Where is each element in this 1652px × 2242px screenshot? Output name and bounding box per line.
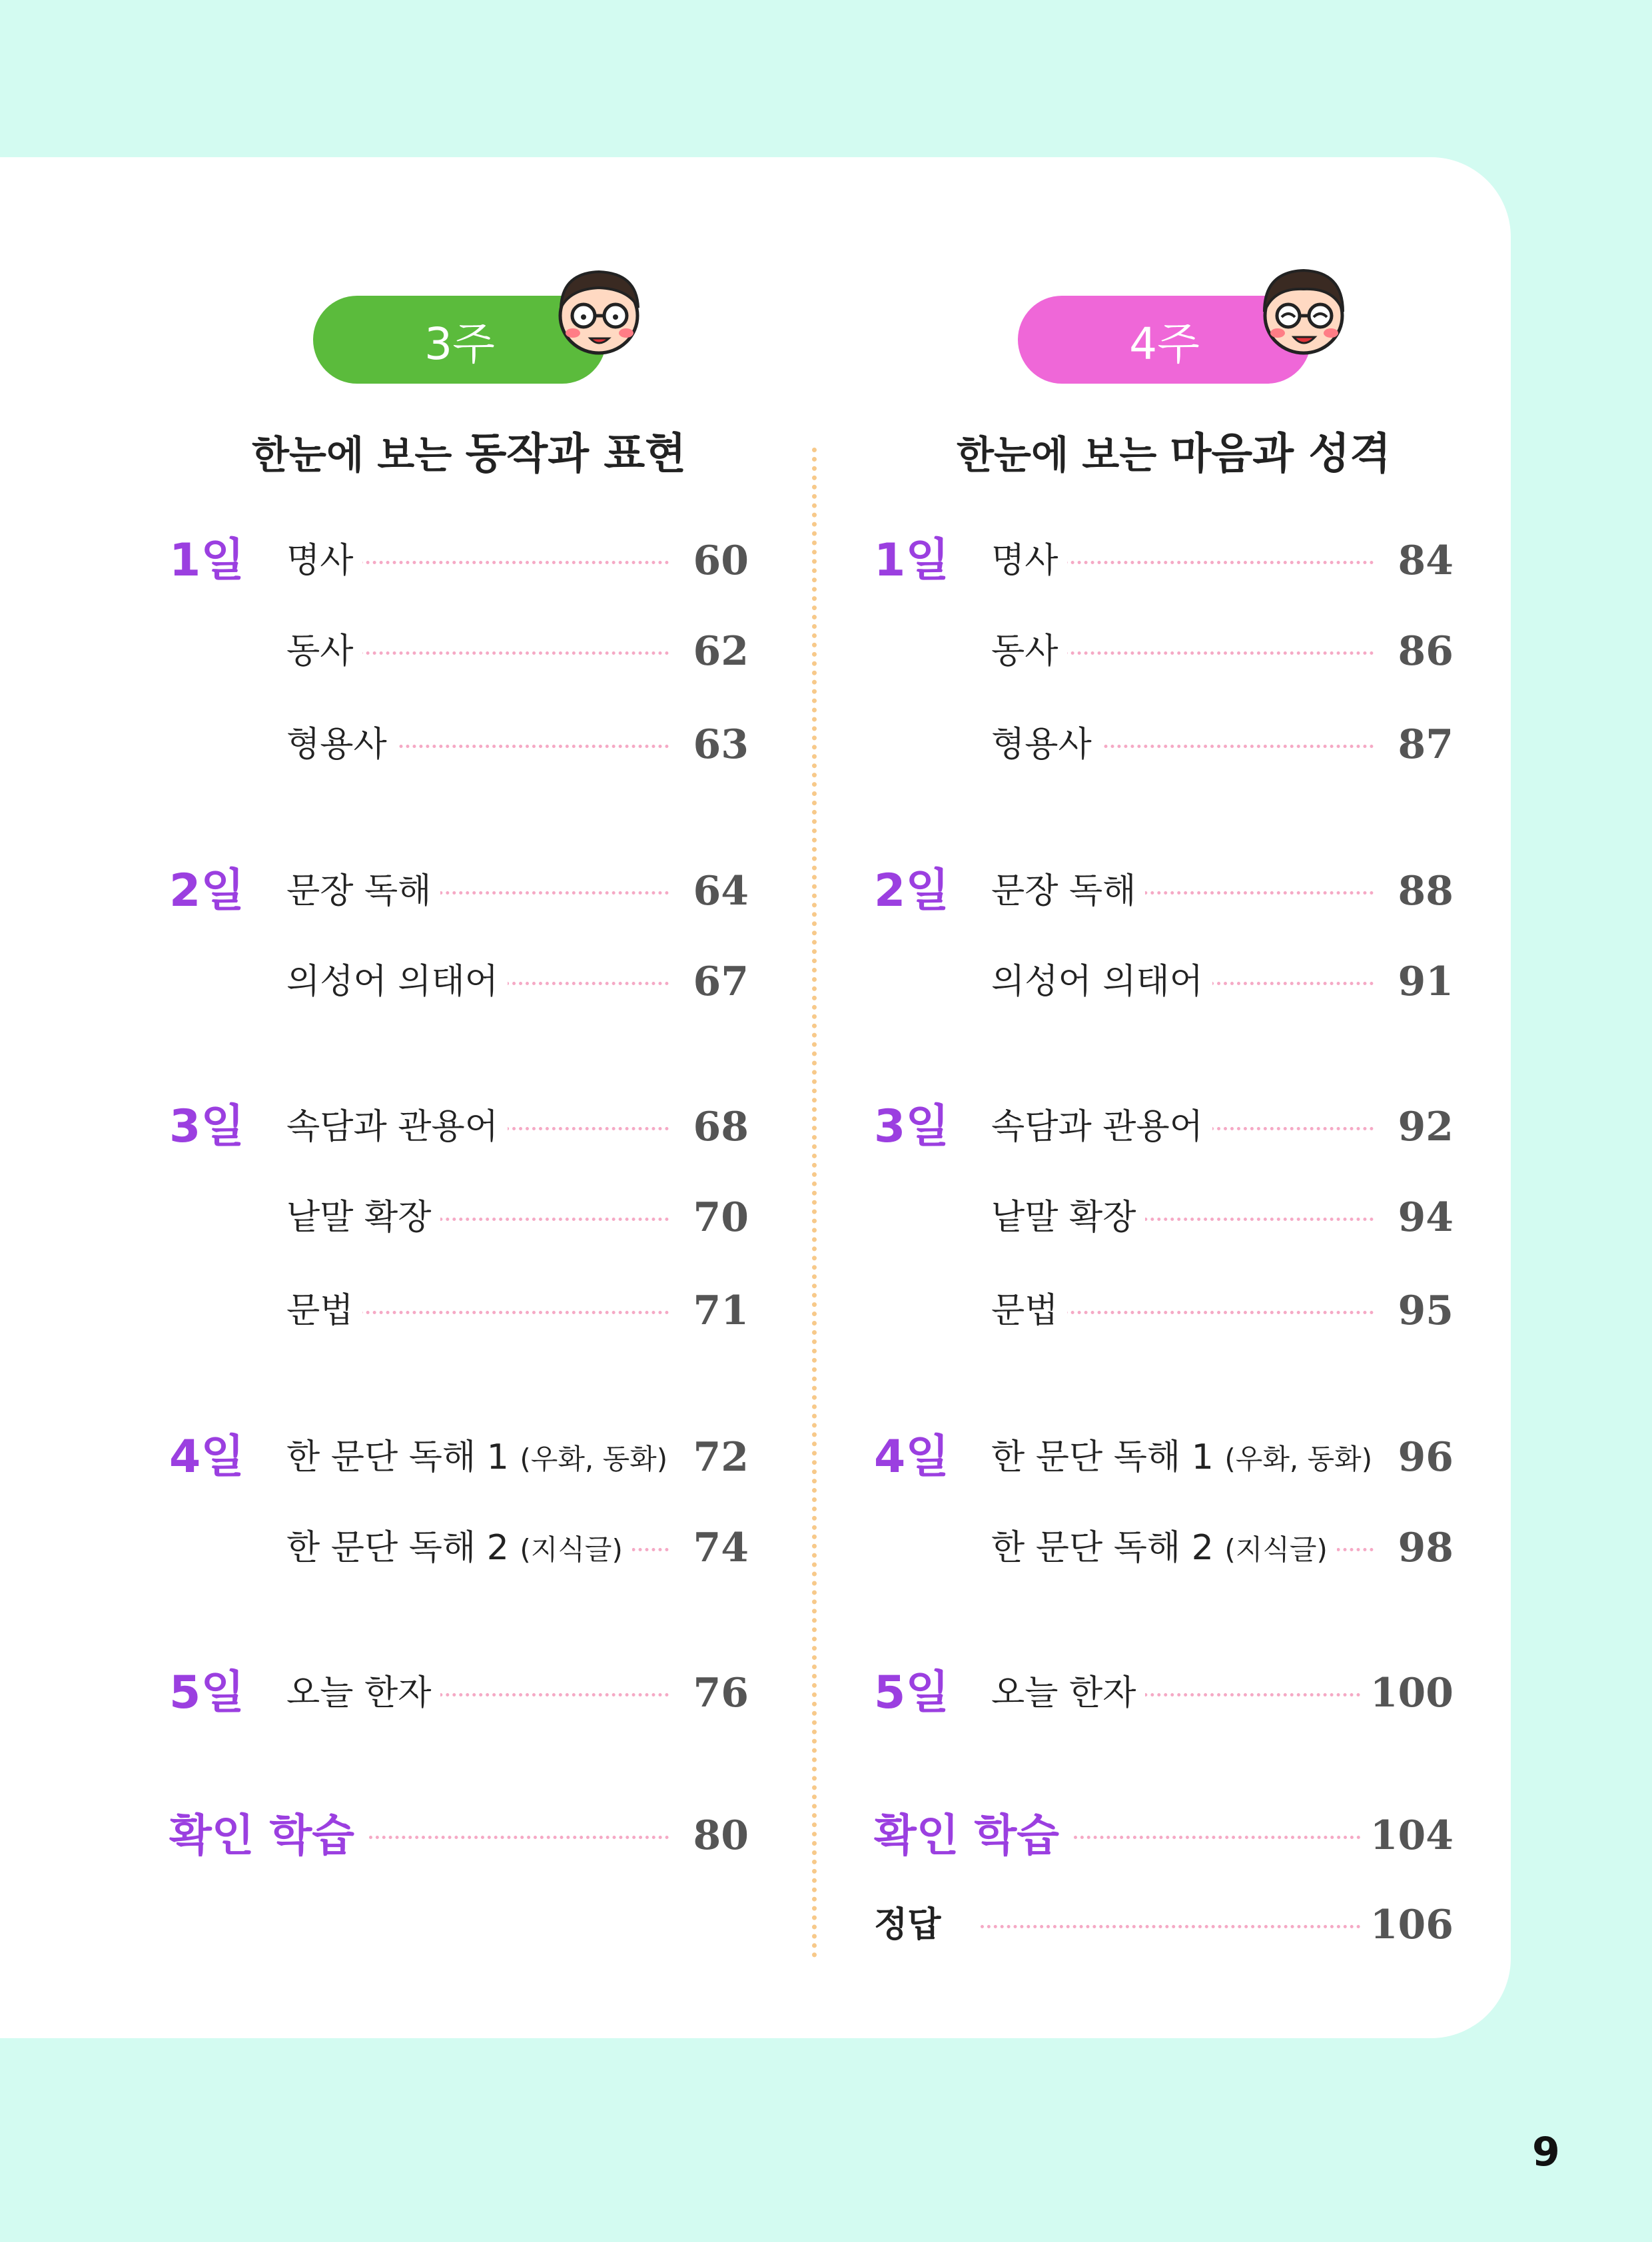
title-emphasis: 동작과 표현 xyxy=(465,430,686,479)
toc-item: 형용사 xyxy=(286,718,396,771)
toc-row-review[interactable] xyxy=(169,1809,749,1862)
title-prefix: 한눈에 보는 xyxy=(957,432,1157,478)
review-label: 확인 학습 xyxy=(169,1809,364,1862)
toc-item: 문법 xyxy=(991,1284,1067,1337)
toc-row[interactable] xyxy=(169,1431,749,1484)
day-label: 2일 xyxy=(169,865,245,917)
toc-row[interactable] xyxy=(874,955,1453,1008)
toc-page: 92 xyxy=(1390,1100,1454,1154)
toc-page: 100 xyxy=(1362,1667,1453,1720)
leader-dots xyxy=(1074,1836,1374,1839)
toc-page: 63 xyxy=(685,718,749,771)
toc-page: 80 xyxy=(685,1809,749,1862)
toc-item: 의성어 의태어 xyxy=(286,955,508,1008)
toc-page: 62 xyxy=(685,625,749,678)
toc-row[interactable] xyxy=(169,1521,749,1575)
toc-page: 60 xyxy=(685,534,749,587)
toc-page: 70 xyxy=(685,1191,749,1244)
toc-row[interactable] xyxy=(169,865,749,918)
leader-dots xyxy=(981,1925,1374,1928)
day-label: 1일 xyxy=(169,534,245,587)
toc-item: 낱말 확장 xyxy=(991,1191,1145,1244)
toc-page: 87 xyxy=(1390,718,1454,771)
toc-row[interactable] xyxy=(874,1667,1453,1720)
page-number: 9 xyxy=(1532,2129,1560,2175)
toc-page: 98 xyxy=(1390,1521,1454,1575)
toc-item-sub: (우화, 동화) xyxy=(1224,1443,1373,1475)
toc-item-sub: (지식글) xyxy=(520,1533,623,1566)
toc-row[interactable] xyxy=(874,1100,1453,1154)
toc-page: 96 xyxy=(1390,1431,1454,1484)
title-emphasis: 마음과 성격 xyxy=(1170,430,1391,479)
toc-row[interactable] xyxy=(874,718,1453,771)
week4-badge: 4주 xyxy=(1018,296,1311,384)
title-prefix: 한눈에 보는 xyxy=(252,432,452,478)
toc-row[interactable] xyxy=(169,1100,749,1154)
column-divider xyxy=(812,448,817,1958)
toc-row[interactable] xyxy=(874,625,1453,678)
toc-item: 오늘 한자 xyxy=(286,1667,440,1720)
toc-item-title: 한 문단 독해 2 xyxy=(286,1528,509,1568)
day-label: 5일 xyxy=(169,1667,245,1719)
toc-page: 68 xyxy=(685,1100,749,1154)
toc-item: 낱말 확장 xyxy=(286,1191,440,1244)
toc-row[interactable] xyxy=(169,534,749,587)
toc-row[interactable] xyxy=(169,955,749,1008)
toc-row-answers[interactable] xyxy=(874,1898,1453,1952)
toc-row[interactable] xyxy=(874,1431,1453,1484)
toc-row[interactable] xyxy=(874,534,1453,587)
day-label: 1일 xyxy=(874,534,950,587)
toc-item xyxy=(991,1431,1382,1486)
day-label: 4일 xyxy=(169,1431,245,1483)
toc-page: 84 xyxy=(1390,534,1454,587)
week3-column xyxy=(169,0,769,2038)
toc-item: 동사 xyxy=(991,625,1067,678)
toc-item: 명사 xyxy=(286,534,362,587)
toc-row[interactable] xyxy=(874,1521,1453,1575)
answers-label: 정답 xyxy=(874,1898,950,1952)
week4-title xyxy=(874,420,1473,481)
day-label: 5일 xyxy=(874,1667,950,1719)
toc-item-title: 한 문단 독해 2 xyxy=(991,1528,1214,1568)
toc-item-sub: (우화, 동화) xyxy=(520,1443,668,1475)
toc-item: 속담과 관용어 xyxy=(286,1100,508,1154)
toc-page: 86 xyxy=(1390,625,1454,678)
week3-title xyxy=(169,420,769,481)
toc-row[interactable] xyxy=(874,1191,1453,1244)
toc-row[interactable] xyxy=(169,1191,749,1244)
toc-item: 동사 xyxy=(286,625,362,678)
toc-item: 문장 독해 xyxy=(991,865,1145,918)
toc-item: 명사 xyxy=(991,534,1067,587)
boy-face-icon xyxy=(549,261,649,361)
week4-column xyxy=(874,0,1473,2038)
toc-item xyxy=(991,1521,1337,1577)
review-label: 확인 학습 xyxy=(874,1809,1068,1862)
toc-row[interactable] xyxy=(169,1284,749,1337)
toc-page: 74 xyxy=(685,1521,749,1575)
toc-item-sub: (지식글) xyxy=(1224,1533,1328,1566)
toc-row[interactable] xyxy=(874,865,1453,918)
toc-row[interactable] xyxy=(169,1667,749,1720)
toc-page: 106 xyxy=(1362,1898,1453,1952)
day-label: 3일 xyxy=(874,1100,950,1153)
toc-page: 95 xyxy=(1390,1284,1454,1337)
toc-item: 형용사 xyxy=(991,718,1101,771)
toc-page: 104 xyxy=(1362,1809,1453,1862)
toc-item: 문법 xyxy=(286,1284,362,1337)
toc-page: 91 xyxy=(1390,955,1454,1008)
girl-face-icon xyxy=(1254,261,1354,361)
toc-page: 67 xyxy=(685,955,749,1008)
toc-page: 94 xyxy=(1390,1191,1454,1244)
toc-item: 오늘 한자 xyxy=(991,1667,1145,1720)
toc-row[interactable] xyxy=(169,718,749,771)
toc-item: 문장 독해 xyxy=(286,865,440,918)
toc-item xyxy=(286,1521,632,1577)
day-label: 3일 xyxy=(169,1100,245,1153)
leader-dots xyxy=(369,1836,669,1839)
toc-page: 76 xyxy=(685,1667,749,1720)
week3-badge: 3주 xyxy=(313,296,606,384)
toc-page: 72 xyxy=(685,1431,749,1484)
toc-page: 71 xyxy=(685,1284,749,1337)
toc-item-title: 한 문단 독해 1 xyxy=(286,1437,509,1477)
toc-item-title: 한 문단 독해 1 xyxy=(991,1437,1214,1477)
toc-page: 64 xyxy=(685,865,749,918)
day-label: 2일 xyxy=(874,865,950,917)
toc-row[interactable] xyxy=(874,1284,1453,1337)
day-label: 4일 xyxy=(874,1431,950,1483)
toc-item: 의성어 의태어 xyxy=(991,955,1212,1008)
toc-row[interactable] xyxy=(169,625,749,678)
toc-page: 88 xyxy=(1390,865,1454,918)
toc-item: 속담과 관용어 xyxy=(991,1100,1212,1154)
toc-item xyxy=(286,1431,677,1486)
toc-row-review[interactable] xyxy=(874,1809,1453,1862)
